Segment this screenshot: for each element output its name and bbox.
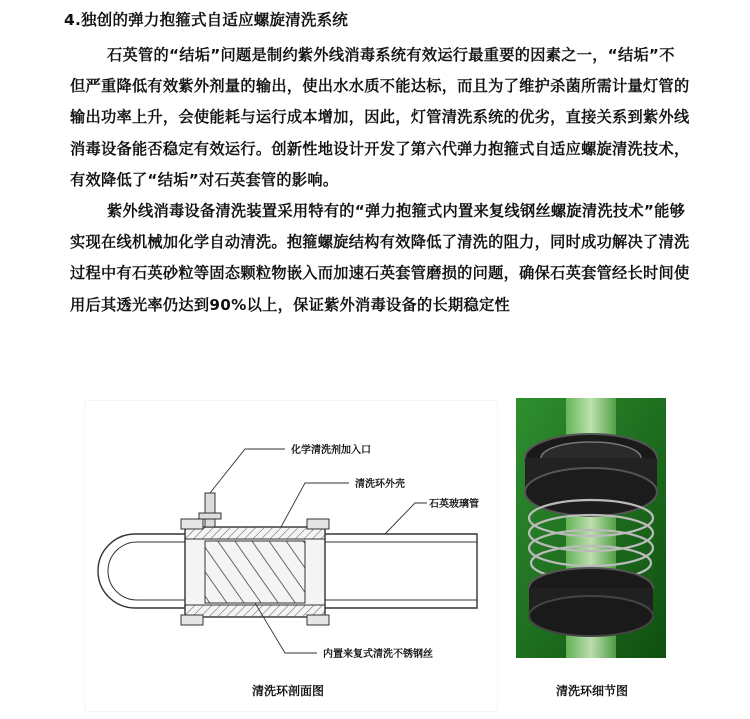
body-text — [70, 40, 690, 321]
paragraph-1: 石英管的“结垢”问题是制约紫外线消毒系统有效运行最重要的因素之一，“结垢”不但严重降低有效紫外剂量的输出，使出水水质不能达标，而且为了维护杀菌所需计量灯管的输出功率上升，会使能耗与运行成本增加，因此，灯管清洗系统的优劣，直接关系到紫外线消毒设备能否稳定有效运行。创新性地设计开发了第六代弹力抱箍式自适应螺旋清洗技术，有效降低了“结垢”对石英套管的影响。 — [70, 46, 690, 189]
detail-illustration — [516, 398, 666, 658]
callout-ring-shell: 清洗环外壳 — [355, 479, 405, 490]
right-figure-caption: 清洗环细节图 — [556, 684, 629, 698]
cleaning-ring-section-figure — [84, 400, 498, 712]
callout-chemical-inlet: 化学清洗剂加入口 — [291, 445, 371, 456]
cleaning-ring-detail-figure — [516, 398, 666, 658]
callout-quartz-tube: 石英玻璃管 — [429, 499, 479, 510]
inlet-nozzle — [205, 493, 215, 527]
paragraph-2: 紫外线消毒设备清洗装置采用特有的“弹力抱箍式内置来复线钢丝螺旋清洗技术”能够实现在线机械加化学自动清洗。抱箍螺旋结构有效降低了清洗的阻力，同时成功解决了清洗过程中有石英砂粒等固态颗粒物嵌入而加速石英套管磨损的问题，确保石英套管经长时间使用后其透光率仍达到90%以上，保证紫外消毒设备的长期稳定性 — [70, 202, 690, 314]
section-heading: 4.独创的弹力抱箍式自适应螺旋清洗系统 — [64, 11, 348, 29]
callout-steel-wire: 内置来复式清洗不锈钢丝 — [323, 649, 433, 660]
left-figure-caption: 清洗环剖面图 — [252, 684, 325, 698]
spiral-wire-area — [205, 541, 305, 603]
